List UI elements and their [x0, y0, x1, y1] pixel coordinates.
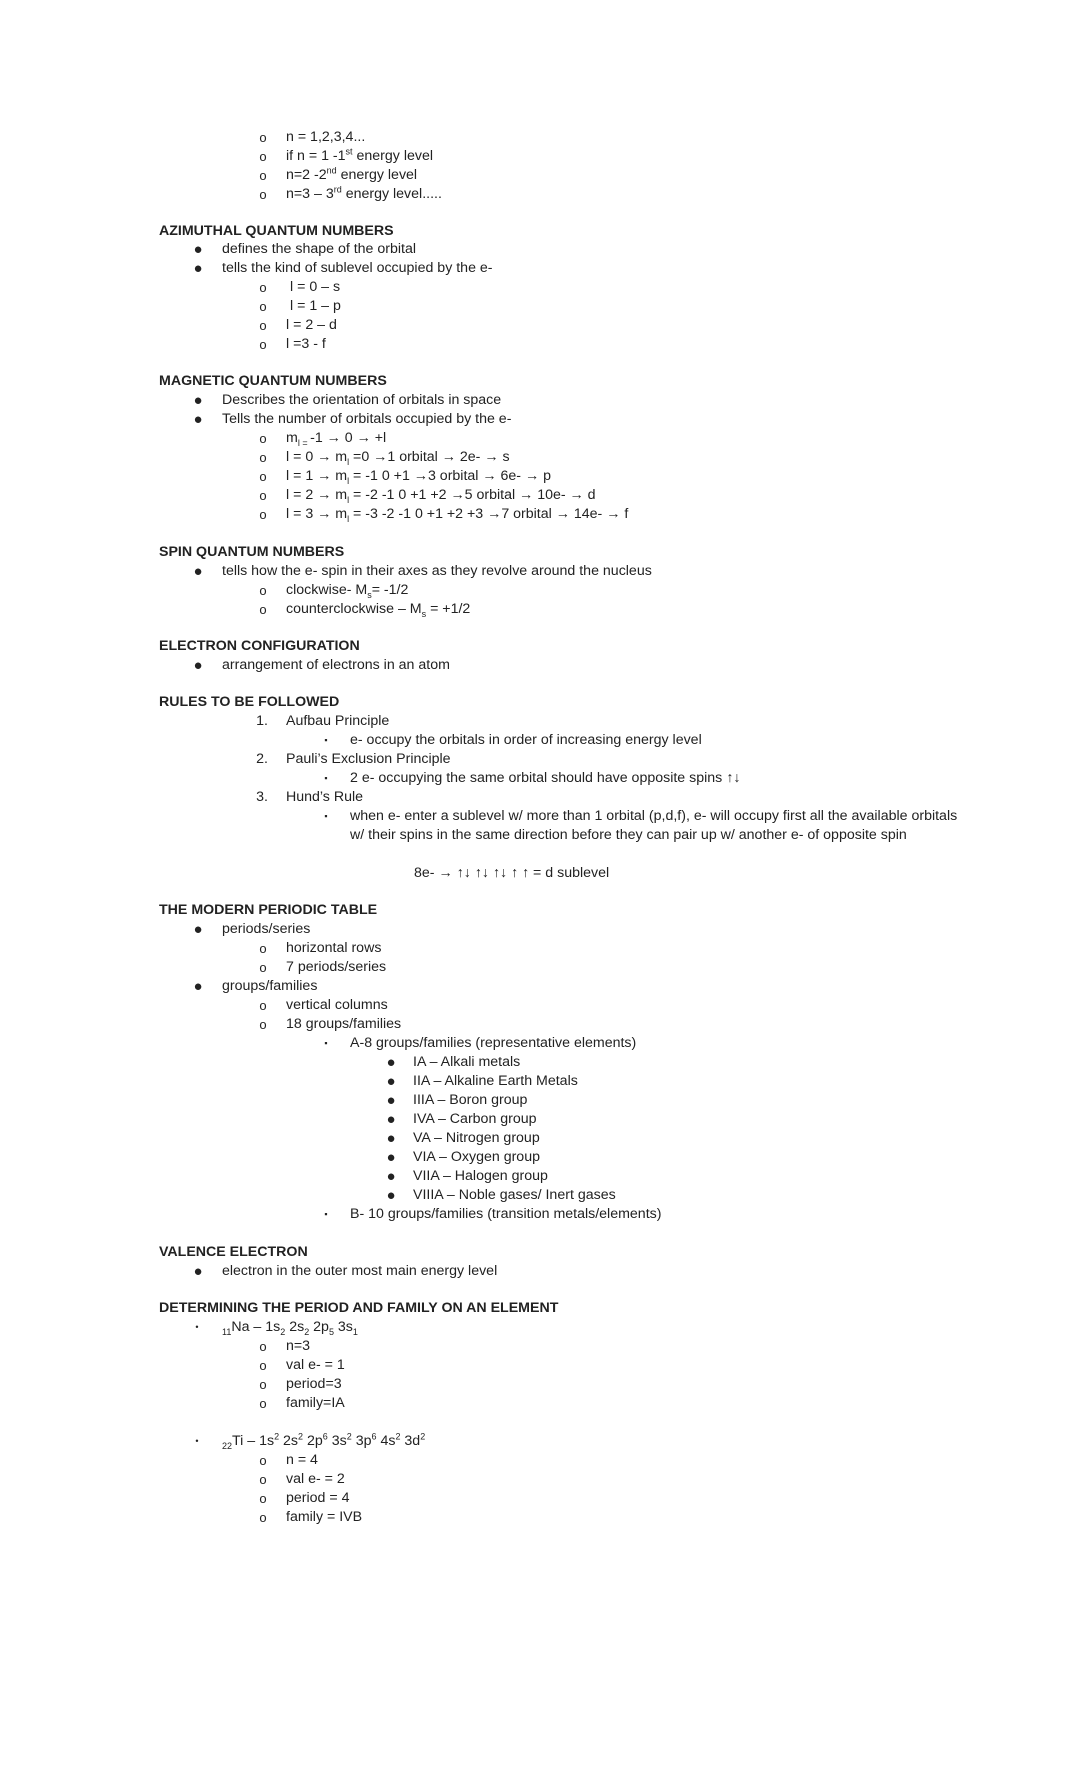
list-item-continuation: w/ their spins in the same direction before they can pair up w/ another e- of opposite spin: [350, 827, 907, 843]
circle-bullet-icon: o: [259, 960, 267, 975]
list-item: tells the kind of sublevel occupied by the e-: [222, 260, 493, 276]
section-heading: DETERMINING THE PERIOD AND FAMILY ON AN ELEMENT: [159, 1300, 559, 1316]
circle-bullet-icon: o: [259, 1510, 267, 1525]
circle-bullet-icon: o: [259, 149, 267, 164]
bullet-icon: ●: [386, 1073, 396, 1090]
list-item: $l = 0 \to m_l =0 \to 1$ orbital → 2e- → s: [286, 449, 510, 467]
bullet-icon: ●: [386, 1130, 396, 1147]
list-item: l =3 - f: [286, 336, 326, 352]
square-bullet-icon: ▪: [324, 735, 328, 745]
section-heading: THE MODERN PERIODIC TABLE: [159, 902, 378, 918]
bullet-icon: ●: [193, 1263, 203, 1280]
family-item: IIA – Alkaline Earth Metals: [413, 1073, 578, 1089]
circle-bullet-icon: o: [259, 187, 267, 202]
list-item: n=3: [286, 1338, 311, 1354]
bullet-icon: ●: [193, 241, 203, 258]
section-heading: SPIN QUANTUM NUMBERS: [159, 544, 345, 560]
circle-bullet-icon: o: [259, 299, 267, 314]
small-bullet-icon: •: [195, 1322, 199, 1332]
list-item: Tells the number of orbitals occupied by the e-: [222, 411, 512, 427]
list-item: period=3: [286, 1376, 342, 1392]
circle-bullet-icon: o: [259, 337, 267, 352]
section-heading: MAGNETIC QUANTUM NUMBERS: [159, 373, 387, 389]
hund-example: 8e- → ↑↓ ↑↓ ↑↓ ↑ ↑ = d sublevel: [414, 865, 610, 881]
list-item: l = 0 – s: [290, 279, 341, 295]
family-item: VIIIA – Noble gases/ Inert gases: [413, 1187, 616, 1203]
circle-bullet-icon: o: [259, 450, 267, 465]
family-item: IA – Alkali metals: [413, 1054, 521, 1070]
bullet-icon: ●: [193, 392, 203, 409]
list-item: period = 4: [286, 1490, 350, 1506]
bullet-icon: ●: [386, 1187, 396, 1204]
bullet-icon: ●: [193, 978, 203, 995]
list-item: family=IA: [286, 1395, 345, 1411]
section-heading: AZIMUTHAL QUANTUM NUMBERS: [159, 223, 394, 239]
list-item: l = 1 – p: [290, 298, 341, 314]
bullet-icon: ●: [386, 1092, 396, 1109]
circle-bullet-icon: o: [259, 602, 267, 617]
bullet-icon: ●: [193, 921, 203, 938]
list-item: when e- enter a sublevel w/ more than 1 orbital (p,d,f), e- will occupy first all the available orbitals: [350, 808, 958, 824]
circle-bullet-icon: o: [259, 280, 267, 295]
list-item: periods/series: [222, 921, 311, 937]
bullet-icon: ●: [386, 1111, 396, 1128]
rule-name: Hund’s Rule: [286, 789, 364, 805]
list-item: 18 groups/families: [286, 1016, 402, 1032]
circle-bullet-icon: o: [259, 583, 267, 598]
list-item: family = IVB: [286, 1509, 363, 1525]
list-item: Describes the orientation of orbitals in space: [222, 392, 502, 408]
family-item: VIA – Oxygen group: [413, 1149, 540, 1165]
list-item: groups/families: [222, 978, 318, 994]
list-number: 3.: [256, 789, 268, 805]
section-heading: RULES TO BE FOLLOWED: [159, 694, 340, 710]
rule-name: Aufbau Principle: [286, 713, 390, 729]
circle-bullet-icon: o: [259, 1491, 267, 1506]
square-bullet-icon: ▪: [324, 1209, 328, 1219]
square-bullet-icon: ▪: [324, 1038, 328, 1048]
circle-bullet-icon: o: [259, 1396, 267, 1411]
circle-bullet-icon: o: [259, 130, 267, 145]
list-item: $l = 1 \to m_l = -1$ 0 +1 →3 orbital → 6e- → p: [286, 468, 551, 486]
list-item: tells how the e- spin in their axes as they revolve around the nucleus: [222, 563, 652, 579]
bullet-icon: ●: [193, 563, 203, 580]
section-heading: VALENCE ELECTRON: [159, 1244, 308, 1260]
circle-bullet-icon: o: [259, 1453, 267, 1468]
circle-bullet-icon: o: [259, 488, 267, 503]
bullet-icon: ●: [386, 1168, 396, 1185]
list-item: 7 periods/series: [286, 959, 387, 975]
list-item: $l = 3 \to m_l = -3$ -2 -1 0 +1 +2 +3 →7 orbital → 14e- → f: [286, 506, 629, 524]
list-item: e- occupy the orbitals in order of increasing energy level: [350, 732, 702, 748]
list-number: 2.: [256, 751, 268, 767]
list-item: if n = 1 -1st energy level: [286, 146, 434, 164]
section-heading: ELECTRON CONFIGURATION: [159, 638, 360, 654]
list-item: l = 2 – d: [286, 317, 337, 333]
circle-bullet-icon: o: [259, 1472, 267, 1487]
list-item: B- 10 groups/families (transition metals/elements): [350, 1206, 662, 1222]
circle-bullet-icon: o: [259, 469, 267, 484]
list-item: n = 1,2,3,4...: [286, 129, 366, 145]
circle-bullet-icon: o: [259, 1017, 267, 1032]
list-item: 2 e- occupying the same orbital should have opposite spins ↑↓: [350, 770, 741, 786]
circle-bullet-icon: o: [259, 1377, 267, 1392]
list-item: val e- = 1: [286, 1357, 345, 1373]
list-item: A-8 groups/families (representative elements): [350, 1035, 637, 1051]
circle-bullet-icon: o: [259, 1339, 267, 1354]
rule-name: Pauli’s Exclusion Principle: [286, 751, 451, 767]
family-item: VIIA – Halogen group: [413, 1168, 548, 1184]
list-item: n = 4: [286, 1452, 318, 1468]
list-item: clockwise- $M_s= -1/2$: [286, 582, 409, 600]
list-number: 1.: [256, 713, 268, 729]
bullet-icon: ●: [193, 260, 203, 277]
list-item: electron in the outer most main energy level: [222, 1263, 498, 1279]
circle-bullet-icon: o: [259, 431, 267, 446]
family-item: IVA – Carbon group: [413, 1111, 537, 1127]
circle-bullet-icon: o: [259, 941, 267, 956]
bullet-icon: ●: [193, 411, 203, 428]
list-item: horizontal rows: [286, 940, 382, 956]
circle-bullet-icon: o: [259, 318, 267, 333]
circle-bullet-icon: o: [259, 168, 267, 183]
electron-config-na: $_{11}Na - 1s_2$ $2s_2$ $2p_5$ $3s_1$: [222, 1319, 358, 1337]
list-item: $l = 2 \to m_l = -2$ -1 0 +1 +2 →5 orbital → 10e- → d: [286, 487, 596, 505]
bullet-icon: ●: [386, 1054, 396, 1071]
bullet-icon: ●: [386, 1149, 396, 1166]
list-item: n=3 – 3rd energy level.....: [286, 184, 442, 202]
circle-bullet-icon: o: [259, 998, 267, 1013]
electron-config-ti: $_{22}Ti - 1s^2$ $2s^2$ $2p^6$ $3s^2$ $3p^6$ $4s^2$ $3d^2$: [222, 1431, 426, 1451]
list-item: $m_{l =}$ -1 → 0 → +l: [286, 430, 387, 448]
bullet-icon: ●: [193, 657, 203, 674]
list-item: counterclockwise – $M_s = +1/2$: [286, 601, 471, 619]
small-bullet-icon: •: [195, 1436, 199, 1446]
list-item: vertical columns: [286, 997, 388, 1013]
family-item: VA – Nitrogen group: [413, 1130, 540, 1146]
list-item: defines the shape of the orbital: [222, 241, 417, 257]
list-item: n=2 -2nd energy level: [286, 165, 418, 183]
list-item: arrangement of electrons in an atom: [222, 657, 450, 673]
circle-bullet-icon: o: [259, 1358, 267, 1373]
family-item: IIIA – Boron group: [413, 1092, 528, 1108]
square-bullet-icon: ▪: [324, 773, 328, 783]
list-item: val e- = 2: [286, 1471, 345, 1487]
square-bullet-icon: ▪: [324, 811, 328, 821]
circle-bullet-icon: o: [259, 507, 267, 522]
